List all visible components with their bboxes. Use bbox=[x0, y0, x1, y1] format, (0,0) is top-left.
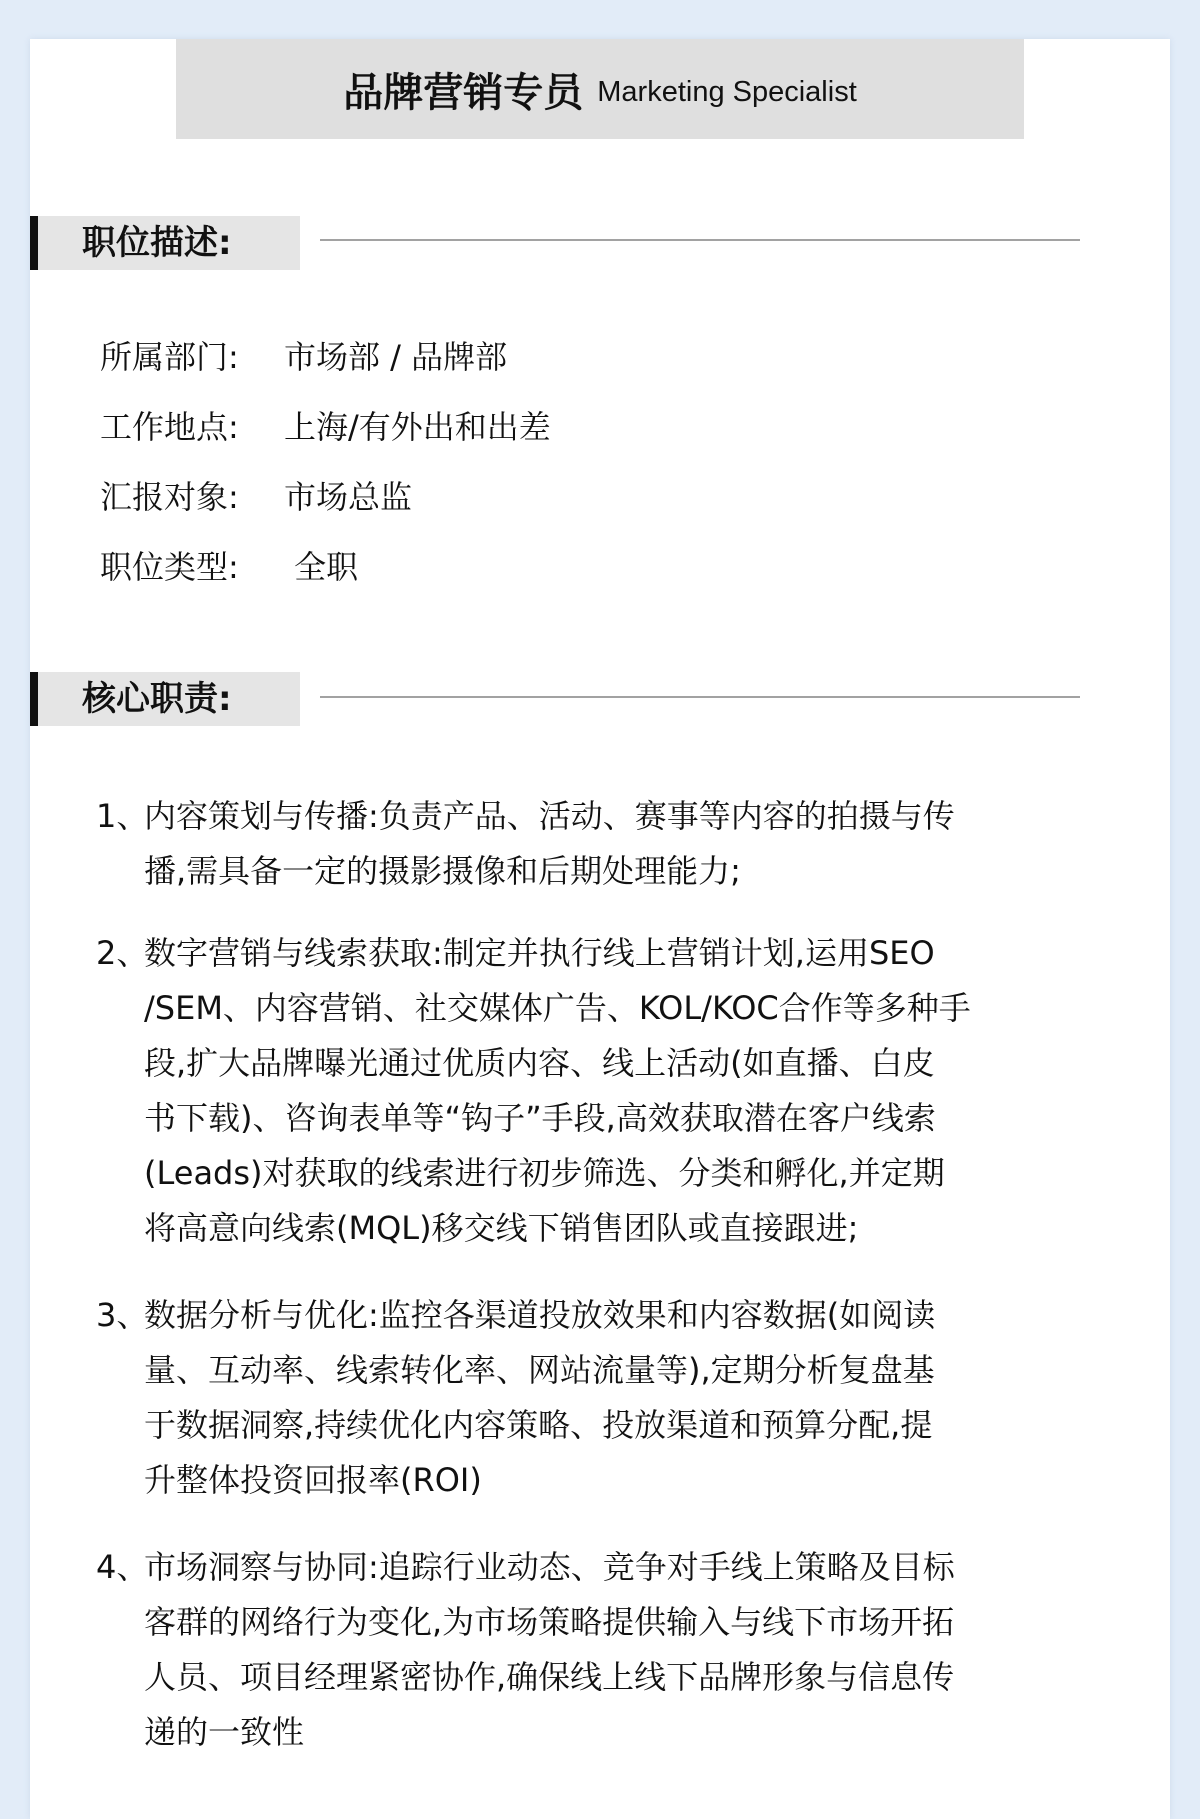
item-line: 书下载)、咨询表单等“钩子”手段,高效获取潜在客户线索 bbox=[144, 1099, 936, 1137]
item-line: 客群的网络行为变化,为市场策略提供输入与线下市场开拓 bbox=[144, 1603, 955, 1641]
item-number: 4、 bbox=[96, 1548, 149, 1586]
info-key: 工作地点: bbox=[100, 408, 239, 446]
section-heading-label: 职位描述: bbox=[82, 223, 232, 263]
item-line bbox=[96, 1288, 1156, 1343]
item-line: 量、互动率、线索转化率、网站流量等),定期分析复盘基 bbox=[144, 1351, 935, 1389]
info-value: 全职 bbox=[284, 548, 359, 586]
responsibility-item-4 bbox=[96, 1540, 1156, 1760]
item-number: 2、 bbox=[96, 934, 149, 972]
responsibility-item-2 bbox=[96, 926, 1156, 1256]
item-text: 数据分析与优化:监控各渠道投放效果和内容数据(如阅读 bbox=[144, 1296, 936, 1334]
info-key: 汇报对象: bbox=[100, 478, 239, 516]
item-line bbox=[96, 1540, 1156, 1595]
job-posting-card bbox=[30, 39, 1170, 1819]
job-title-en: Marketing Specialist bbox=[597, 75, 857, 108]
info-key: 所属部门: bbox=[100, 338, 239, 376]
item-number: 3、 bbox=[96, 1296, 149, 1334]
info-row-location bbox=[100, 407, 551, 447]
section-heading-label: 核心职责: bbox=[82, 679, 232, 719]
item-text: 内容策划与传播:负责产品、活动、赛事等内容的拍摄与传 bbox=[144, 797, 955, 835]
item-text: 市场洞察与协同:追踪行业动态、竞争对手线上策略及目标 bbox=[144, 1548, 955, 1586]
item-line: /SEM、内容营销、社交媒体广告、KOL/KOC合作等多种手 bbox=[144, 989, 971, 1027]
item-line: 升整体投资回报率(ROI) bbox=[144, 1461, 482, 1499]
responsibility-item-1 bbox=[96, 789, 1156, 899]
info-row-job-type bbox=[100, 547, 358, 587]
section-heading-description bbox=[30, 216, 300, 270]
job-title-zh: 品牌营销专员 bbox=[343, 69, 584, 116]
item-line: 将高意向线索(MQL)移交线下销售团队或直接跟进; bbox=[144, 1209, 859, 1247]
item-line: 递的一致性 bbox=[144, 1713, 305, 1751]
item-number: 1、 bbox=[96, 797, 149, 835]
item-line: (Leads)对获取的线索进行初步筛选、分类和孵化,并定期 bbox=[144, 1154, 945, 1192]
item-line: 人员、项目经理紧密协作,确保线上线下品牌形象与信息传 bbox=[144, 1658, 955, 1696]
item-line bbox=[96, 926, 1156, 981]
item-line bbox=[96, 789, 1156, 844]
responsibility-item-3 bbox=[96, 1288, 1156, 1508]
item-line: 于数据洞察,持续优化内容策略、投放渠道和预算分配,提 bbox=[144, 1406, 933, 1444]
info-row-department bbox=[100, 337, 507, 377]
section-heading-responsibilities bbox=[30, 672, 300, 726]
title-bar bbox=[176, 39, 1024, 139]
section-divider bbox=[320, 696, 1080, 698]
section-divider bbox=[320, 239, 1080, 241]
info-value: 市场部 / 品牌部 bbox=[284, 338, 508, 376]
info-value: 市场总监 bbox=[284, 478, 413, 516]
item-text: 数字营销与线索获取:制定并执行线上营销计划,运用SEO bbox=[144, 934, 935, 972]
info-value: 上海/有外出和出差 bbox=[284, 408, 551, 446]
info-key: 职位类型: bbox=[100, 548, 239, 586]
item-line: 播,需具备一定的摄影摄像和后期处理能力; bbox=[144, 852, 741, 890]
item-line: 段,扩大品牌曝光通过优质内容、线上活动(如直播、白皮 bbox=[144, 1044, 935, 1082]
info-row-reports-to bbox=[100, 477, 412, 517]
